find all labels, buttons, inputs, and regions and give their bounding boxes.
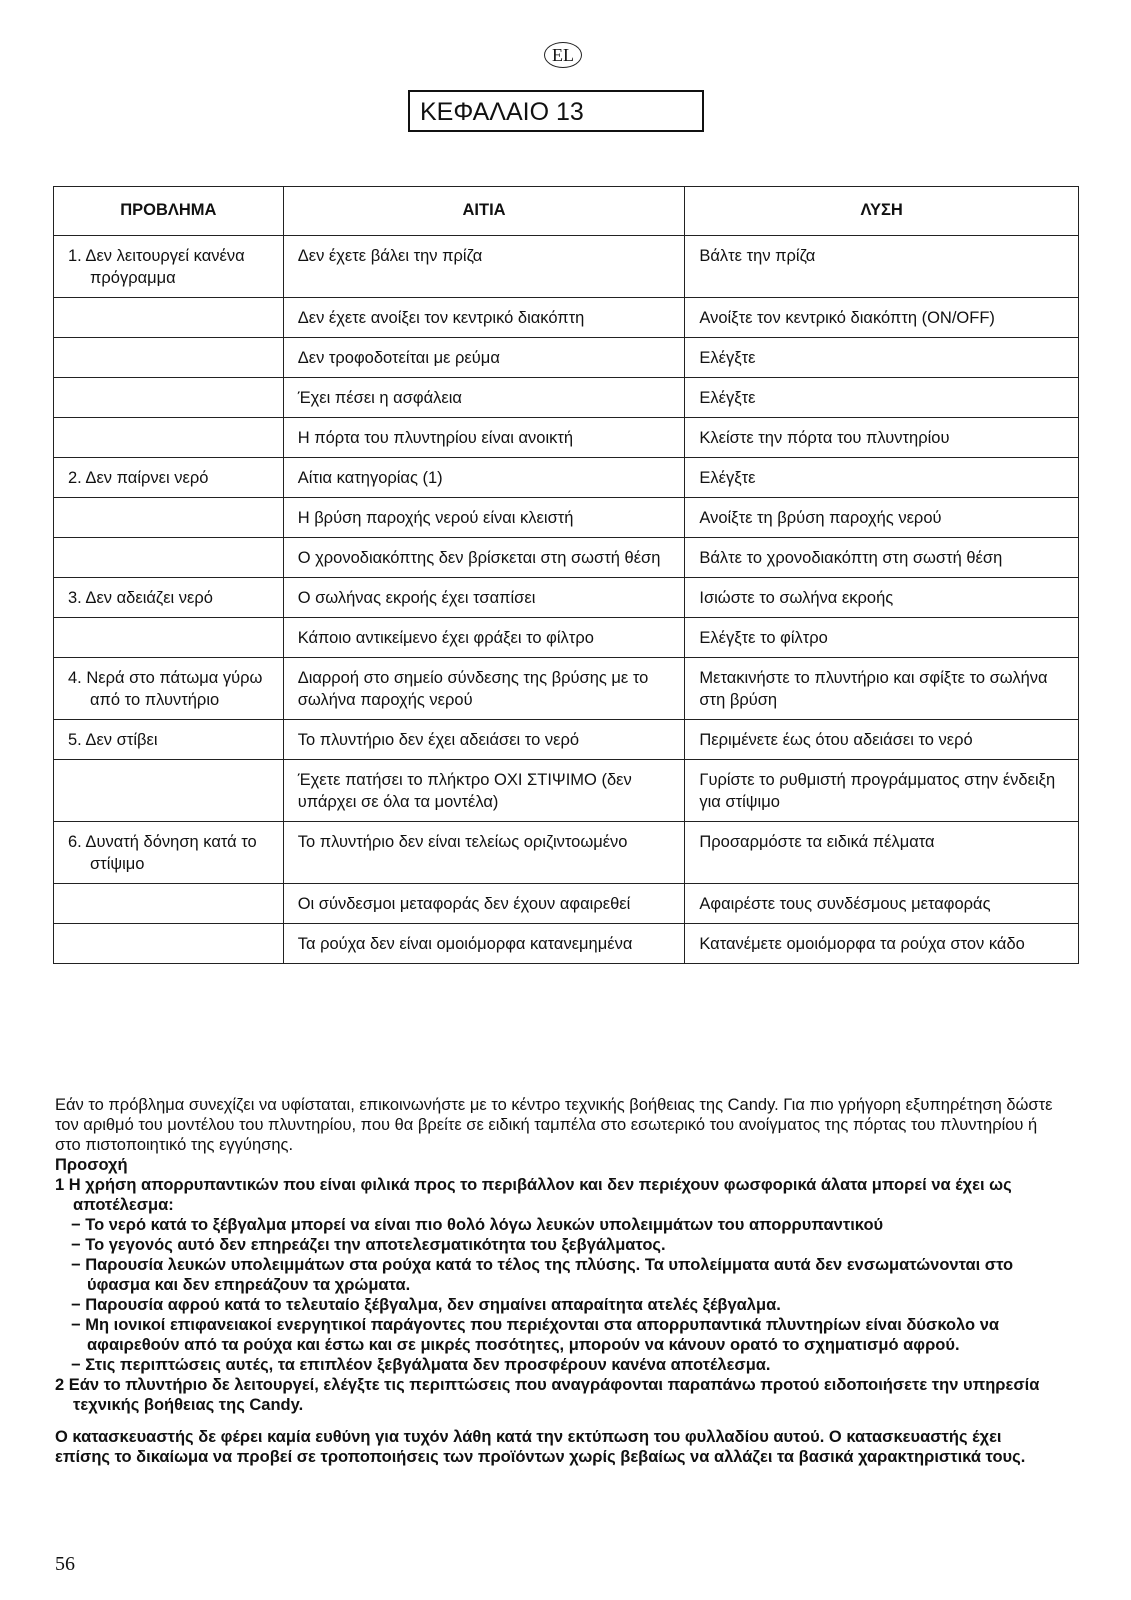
- problem-cell: [54, 884, 284, 924]
- solution-cell: Ελέγξτε το φίλτρο: [685, 618, 1079, 658]
- problem-text: 4. Νερά στο πάτωμα γύρω από το πλυντήριο: [68, 669, 263, 709]
- problem-cell: [54, 760, 284, 822]
- solution-cell: Αφαιρέστε τους συνδέσμους μεταφοράς: [685, 884, 1079, 924]
- table-row: [54, 578, 1079, 618]
- table-row: [54, 458, 1079, 498]
- problem-cell: [54, 924, 284, 964]
- table-row: [54, 884, 1079, 924]
- problem-cell: [54, 236, 284, 298]
- column-header-cause: ΑΙΤΙΑ: [283, 187, 685, 236]
- table-row: [54, 236, 1079, 298]
- attention-heading: Προσοχή: [55, 1156, 128, 1174]
- problem-text: 5. Δεν στίβει: [68, 731, 158, 749]
- problem-cell: [54, 578, 284, 618]
- cause-cell: Κάποιο αντικείμενο έχει φράξει το φίλτρο: [283, 618, 685, 658]
- cause-cell: Ο σωλήνας εκροής έχει τσαπίσει: [283, 578, 685, 618]
- table-row: [54, 924, 1079, 964]
- cause-cell: Το πλυντήριο δεν έχει αδειάσει το νερό: [283, 720, 685, 760]
- disclaimer: Ο κατασκευαστής δε φέρει καμία ευθύνη για τυχόν λάθη κατά την εκτύπωση του φυλλαδίου αυτού. Ο κατασκευαστής έχει επίσης το δικαίωμα να προβεί σε τροποποιήσεις των προϊόντων χωρίς βεβαίως να αλλάζει τα βασικά χαρακτηριστικά τους.: [55, 1428, 1026, 1466]
- solution-cell: Μετακινήστε το πλυντήριο και σφίξτε το σωλήνα στη βρύση: [685, 658, 1079, 720]
- table-row: [54, 498, 1079, 538]
- chapter-title: ΚΕΦΑΛΑΙΟ 13: [408, 90, 704, 132]
- note-bullet: − Στις περιπτώσεις αυτές, τα επιπλέον ξεβγάλματα δεν προσφέρουν κανένα αποτέλεσμα.: [71, 1356, 771, 1374]
- cause-cell: Διαρροή στο σημείο σύνδεσης της βρύσης με το σωλήνα παροχής νερού: [283, 658, 685, 720]
- cause-cell: Η βρύση παροχής νερού είναι κλειστή: [283, 498, 685, 538]
- problem-text: 3. Δεν αδειάζει νερό: [68, 589, 213, 607]
- solution-cell: Ελέγξτε: [685, 458, 1079, 498]
- note-bullet: − Μη ιονικοί επιφανειακοί ενεργητικοί παράγοντες που περιέχονται στα απορρυπαντικά πλυντηρίων είναι δύσκολο να αφαιρεθούν από τα ρούχα και έστω και σε μικρές ποσότητες, μπορούν να κάνουν ορατό το σχηματισμό αφρού.: [71, 1316, 1000, 1354]
- solution-cell: Γυρίστε το ρυθμιστή προγράμματος στην ένδειξη για στίψιμο: [685, 760, 1079, 822]
- note-item-1: 1 Η χρήση απορρυπαντικών που είναι φιλικά προς το περιβάλλον και δεν περιέχουν φωσφορικά άλατα μπορεί να έχει ως αποτέλεσμα:: [55, 1176, 1012, 1214]
- table-row: [54, 378, 1079, 418]
- table-row: [54, 720, 1079, 760]
- problem-cell: [54, 458, 284, 498]
- problem-cell: [54, 618, 284, 658]
- note-bullet: − Το γεγονός αυτό δεν επηρεάζει την αποτελεσματικότητα του ξεβγάλματος.: [71, 1236, 666, 1254]
- cause-cell: Έχει πέσει η ασφάλεια: [283, 378, 685, 418]
- note-bullet: − Παρουσία αφρού κατά το τελευταίο ξέβγαλμα, δεν σημαίνει απαραίτητα ατελές ξέβγαλμα.: [71, 1296, 781, 1314]
- problem-cell: [54, 378, 284, 418]
- solution-cell: Κατανέμετε ομοιόμορφα τα ρούχα στον κάδο: [685, 924, 1079, 964]
- table-row: [54, 298, 1079, 338]
- table-row: [54, 418, 1079, 458]
- problem-cell: [54, 338, 284, 378]
- problem-text: 2. Δεν παίρνει νερό: [68, 469, 209, 487]
- notes-section: [55, 1095, 1055, 1467]
- problem-cell: [54, 498, 284, 538]
- column-header-solution: ΛΥΣΗ: [685, 187, 1079, 236]
- troubleshooting-table: [53, 186, 1079, 964]
- solution-cell: Ανοίξτε τον κεντρικό διακόπτη (ON/OFF): [685, 298, 1079, 338]
- problem-cell: [54, 720, 284, 760]
- problem-cell: [54, 538, 284, 578]
- solution-cell: Ισιώστε το σωλήνα εκροής: [685, 578, 1079, 618]
- table-row: [54, 618, 1079, 658]
- page-number: 56: [55, 1553, 75, 1575]
- cause-cell: Τα ρούχα δεν είναι ομοιόμορφα κατανεμημένα: [283, 924, 685, 964]
- language-badge: EL: [544, 42, 582, 68]
- table-row: [54, 760, 1079, 822]
- cause-cell: Δεν έχετε βάλει την πρίζα: [283, 236, 685, 298]
- note-bullet: − Παρουσία λευκών υπολειμμάτων στα ρούχα κατά το τέλος της πλύσης. Τα υπολείμματα αυτά δεν ενσωματώνονται στο ύφασμα και δεν επηρεάζουν τα χρώματα.: [71, 1256, 1014, 1294]
- cause-cell: Το πλυντήριο δεν είναι τελείως οριζιντοωμένο: [283, 822, 685, 884]
- cause-cell: Η πόρτα του πλυντηρίου είναι ανοικτή: [283, 418, 685, 458]
- solution-cell: Βάλτε το χρονοδιακόπτη στη σωστή θέση: [685, 538, 1079, 578]
- solution-cell: Κλείστε την πόρτα του πλυντηρίου: [685, 418, 1079, 458]
- problem-text: 1. Δεν λειτουργεί κανένα πρόγραμμα: [68, 247, 245, 287]
- table-row: [54, 822, 1079, 884]
- table-row: [54, 538, 1079, 578]
- problem-cell: [54, 658, 284, 720]
- solution-cell: Ανοίξτε τη βρύση παροχής νερού: [685, 498, 1079, 538]
- note-item-2: 2 Εάν το πλυντήριο δε λειτουργεί, ελέγξτε τις περιπτώσεις που αναγράφονται παραπάνω προτού ειδοποιήσετε την υπηρεσία τεχνικής βοήθειας της Candy.: [55, 1376, 1040, 1414]
- problem-cell: [54, 298, 284, 338]
- cause-cell: Έχετε πατήσει το πλήκτρο ΟΧΙ ΣΤΙΨΙΜΟ (δεν υπάρχει σε όλα τα μοντέλα): [283, 760, 685, 822]
- solution-cell: Περιμένετε έως ότου αδειάσει το νερό: [685, 720, 1079, 760]
- table-row: [54, 338, 1079, 378]
- cause-cell: Δεν έχετε ανοίξει τον κεντρικό διακόπτη: [283, 298, 685, 338]
- cause-cell: Οι σύνδεσμοι μεταφοράς δεν έχουν αφαιρεθεί: [283, 884, 685, 924]
- cause-cell: Ο χρονοδιακόπτης δεν βρίσκεται στη σωστή θέση: [283, 538, 685, 578]
- cause-cell: Δεν τροφοδοτείται με ρεύμα: [283, 338, 685, 378]
- problem-cell: [54, 418, 284, 458]
- problem-cell: [54, 822, 284, 884]
- table-row: [54, 658, 1079, 720]
- cause-cell: Αίτια κατηγορίας (1): [283, 458, 685, 498]
- solution-cell: Προσαρμόστε τα ειδικά πέλματα: [685, 822, 1079, 884]
- solution-cell: Ελέγξτε: [685, 338, 1079, 378]
- solution-cell: Ελέγξτε: [685, 378, 1079, 418]
- solution-cell: Βάλτε την πρίζα: [685, 236, 1079, 298]
- column-header-problem: ΠΡΟΒΛΗΜΑ: [54, 187, 284, 236]
- note-bullet: − Το νερό κατά το ξέβγαλμα μπορεί να είναι πιο θολό λόγω λευκών υπολειμμάτων του απορρυπαντικού: [71, 1216, 884, 1234]
- intro-paragraph: Εάν το πρόβλημα συνεχίζει να υφίσταται, επικοινωνήστε με το κέντρο τεχνικής βοήθειας της Candy. Για πιο γρήγορη εξυπηρέτηση δώστε τον αριθμό του μοντέλου του πλυντηρίου, που θα βρείτε σε ειδική ταμπέλα στο εσωτερικό του ανοίγματος της πόρτας του πλυντηρίου ή στο πιστοποιητικό της εγγύησης.: [55, 1096, 1053, 1154]
- problem-text: 6. Δυνατή δόνηση κατά το στίψιμο: [68, 833, 257, 873]
- table-body: [54, 236, 1079, 964]
- table-header-row: [54, 187, 1079, 236]
